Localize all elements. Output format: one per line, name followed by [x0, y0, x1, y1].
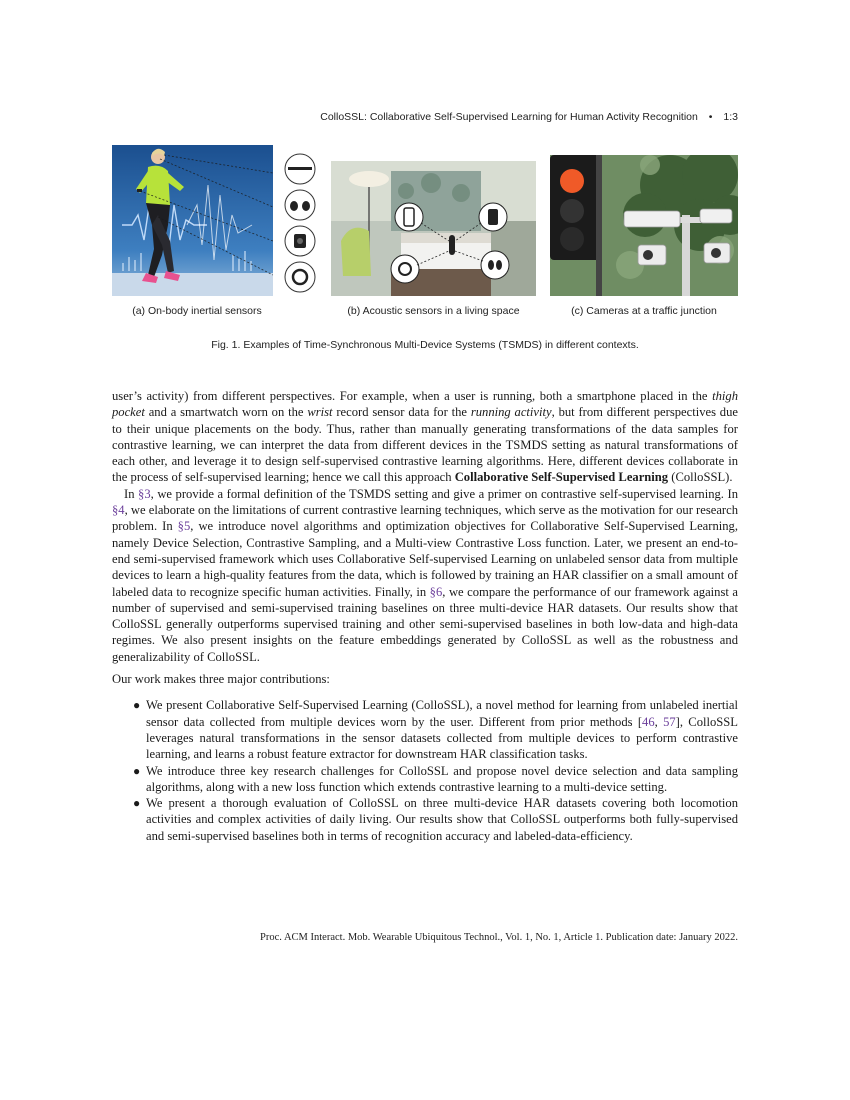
section-link-6[interactable]: §6 — [429, 584, 443, 599]
traffic-camera-photo — [550, 155, 738, 296]
earbuds-icon — [481, 251, 509, 279]
earbuds-icon — [285, 190, 315, 220]
list-item: ● We introduce three key research challenges for ColloSSL and propose novel device selection and data sampling algorithms, along with a new loss function which extends contrastive learning to a multi-device setting. — [133, 763, 738, 794]
smartphone-icon — [395, 203, 423, 231]
figure-panel-c-image — [550, 155, 738, 296]
contributions-list — [112, 697, 738, 844]
page-number: 1:3 — [723, 111, 738, 123]
runner-with-sensors-illustration — [112, 145, 273, 296]
running-title: ColloSSL: Collaborative Self-Supervised Learning for Human Activity Recognition — [320, 111, 698, 123]
header-separator: • — [708, 111, 713, 123]
sensor-icons-column — [280, 153, 320, 293]
section-link-5[interactable]: §5 — [177, 519, 191, 534]
running-head — [320, 111, 738, 123]
bullet-icon: ● — [133, 796, 141, 811]
microphone-icon — [449, 235, 455, 255]
figure-caption: Fig. 1. Examples of Time-Synchronous Multi-Device Systems (TSMDS) in different contexts. — [211, 339, 639, 351]
section-link-4[interactable]: §4 — [112, 503, 125, 518]
figure-panel-c-caption: (c) Cameras at a traffic junction — [571, 305, 717, 317]
figure-panel-a-caption: (a) On-body inertial sensors — [132, 305, 262, 317]
paragraph-2: In §3, we provide a formal definition of the TSMDS setting and give a primer on contrastive self-supervised learning. In §4, we elaborate on the limitations of current contrastive learning techniques, which serve as the motivation for our research problem. In §5, we introduce novel algorithms and optimization objectives for Collaborative Self-Supervised Learning, namely Device Selection, Contrastive Sampling, and a Multi-view Contrastive Loss function. Later, we present an end-to-end semi-supervised framework which uses Collaborative Self-supervised Learning on unlabeled sensor data from multiple devices to learn a high-quality features from the data, which is followed by training an HAR classifier on a small amount of labeled data to recognize specific human activities. Finally, in §6, we compare the performance of our framework against a number of supervised and semi-supervised training baselines on three multi-device HAR datasets. Our results show that ColloSSL generally outperforms supervised training and other semi-supervised baselines in both low-data and high-data regimes. We also present insights on the feature embeddings generated by ColloSSL as well as the robustness and generalizability of ColloSSL. — [112, 486, 738, 664]
page-footer: Proc. ACM Interact. Mob. Wearable Ubiquitous Technol., Vol. 1, No. 1, Article 1. Publication date: January 2022. — [260, 932, 738, 943]
camera-icon — [700, 209, 732, 223]
living-room-acoustic-illustration — [331, 161, 536, 296]
figure-1 — [112, 145, 738, 325]
camera-icon — [624, 211, 680, 227]
body-text — [112, 388, 738, 844]
list-item: ● We present Collaborative Self-Supervised Learning (ColloSSL), a novel method for learning from unlabeled inertial sensor data collected from multiple devices worn by the user. Different from prior methods [46, 57], ColloSSL leverages natural transformations in the sensor datasets collected from multiple devices to perform contrastive learning, and learns a robust feature extractor for downstream HAR classification tasks. — [133, 698, 739, 762]
paragraph-3: Our work makes three major contributions: — [112, 672, 330, 687]
smart-ring-icon — [285, 262, 315, 292]
figure-panel-b-image — [331, 161, 536, 296]
citation-link-57[interactable]: 57 — [663, 714, 676, 729]
bullet-icon: ● — [133, 763, 141, 778]
smartwatch-icon — [391, 255, 419, 283]
bullet-icon: ● — [133, 698, 141, 713]
citation-link-46[interactable]: 46 — [642, 714, 655, 729]
paragraph-1: user’s activity) from different perspectives. For example, when a user is running, both a smartphone placed in the thigh pocket and a smartwatch worn on the wrist record sensor data for the running activity, but from different perspectives due to their unique placements on the body. Thus, rather than manually generating transformations of the data samples for contrastive learning, we can interpret the data from different devices in the TSMDS setting as natural transformations of each other, and leverage it to design self-supervised contrastive learning algorithms. Here, different devices collaborate in the process of self-supervised learning; hence we call this approach Collaborative Self-Supervised Learning (ColloSSL). — [112, 389, 738, 485]
section-link-3[interactable]: §3 — [138, 486, 151, 501]
figure-panel-b-caption: (b) Acoustic sensors in a living space — [347, 305, 520, 317]
approach-name: Collaborative Self-Supervised Learning — [454, 470, 669, 485]
figure-panel-a-image — [112, 145, 273, 296]
list-item: ● We present a thorough evaluation of ColloSSL on three multi-device HAR datasets covering both locomotion activities and complex activities of daily living. Our results show that ColloSSL outperforms both fully-supervised and semi-supervised baselines both in terms of recognition accuracy and labeled-data-efficiency. — [133, 796, 738, 843]
